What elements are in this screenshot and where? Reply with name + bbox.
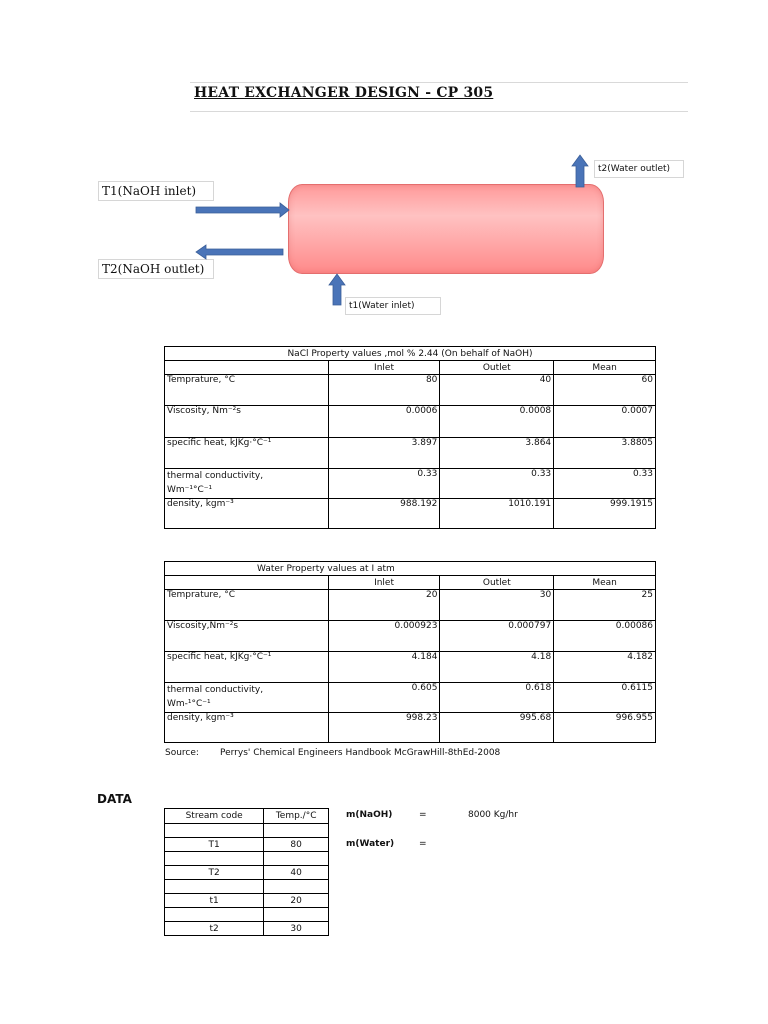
label-water-inlet: t1(Water inlet) bbox=[345, 297, 441, 315]
data-heading: DATA bbox=[97, 792, 132, 806]
inlet-cell: 988.192 bbox=[328, 499, 440, 529]
stream-code-cell: t1 bbox=[165, 894, 264, 908]
source-label: Source: bbox=[165, 748, 199, 758]
mean-cell: 60 bbox=[554, 375, 656, 406]
mean-cell: 996.955 bbox=[554, 713, 656, 743]
table-caption: Water Property values at I atm bbox=[165, 562, 656, 576]
m-naoh-label: m(NaOH) bbox=[346, 810, 393, 820]
spacer-cell bbox=[165, 880, 264, 894]
property-cell bbox=[165, 469, 329, 499]
water-inlet-arrow bbox=[329, 274, 345, 305]
property-cell: Temprature, °C bbox=[165, 375, 329, 406]
table-row bbox=[165, 713, 656, 743]
stream-data-table bbox=[164, 808, 329, 936]
property-line: Wm⁻¹°C⁻¹ bbox=[167, 485, 213, 495]
inlet-cell: 0.33 bbox=[328, 469, 440, 499]
temp-cell: 40 bbox=[264, 866, 329, 880]
water-property-table bbox=[164, 561, 656, 743]
property-cell: Viscosity,Nm⁻²s bbox=[165, 621, 329, 652]
column-header: Inlet bbox=[328, 576, 440, 590]
spacer-cell bbox=[264, 880, 329, 894]
table-row bbox=[165, 499, 656, 529]
property-line: Wm-¹°C⁻¹ bbox=[167, 699, 211, 709]
table-row bbox=[165, 894, 329, 908]
spacer-cell bbox=[264, 852, 329, 866]
inlet-cell: 20 bbox=[328, 590, 440, 621]
stream-code-cell: T1 bbox=[165, 838, 264, 852]
outlet-cell: 0.618 bbox=[440, 683, 554, 713]
column-header: Outlet bbox=[440, 576, 554, 590]
mean-cell: 0.0007 bbox=[554, 406, 656, 438]
outlet-cell: 3.864 bbox=[440, 438, 554, 469]
nacl-property-table bbox=[164, 346, 656, 529]
property-cell: Viscosity, Nm⁻²s bbox=[165, 406, 329, 438]
mean-cell: 4.182 bbox=[554, 652, 656, 683]
property-cell bbox=[165, 683, 329, 713]
label-water-outlet: t2(Water outlet) bbox=[594, 160, 684, 178]
mean-cell: 0.6115 bbox=[554, 683, 656, 713]
outlet-cell: 0.0008 bbox=[440, 406, 554, 438]
stream-code-cell: t2 bbox=[165, 922, 264, 936]
column-header: Outlet bbox=[440, 361, 554, 375]
table-row bbox=[165, 621, 656, 652]
table-row bbox=[165, 838, 329, 852]
table-row bbox=[165, 683, 656, 713]
mean-cell: 25 bbox=[554, 590, 656, 621]
spacer-cell bbox=[264, 908, 329, 922]
outlet-cell: 0.33 bbox=[440, 469, 554, 499]
outlet-cell: 0.000797 bbox=[440, 621, 554, 652]
spacer-cell bbox=[165, 824, 264, 838]
property-cell: Temprature, °C bbox=[165, 590, 329, 621]
column-header: Mean bbox=[554, 361, 656, 375]
property-cell: specific heat, kJKg·°C⁻¹ bbox=[165, 438, 329, 469]
temp-cell: 20 bbox=[264, 894, 329, 908]
temp-cell: 30 bbox=[264, 922, 329, 936]
mean-cell: 3.8805 bbox=[554, 438, 656, 469]
inlet-cell: 80 bbox=[328, 375, 440, 406]
table-row bbox=[165, 866, 329, 880]
flow-arrows bbox=[0, 0, 768, 330]
spacer-cell bbox=[264, 824, 329, 838]
page-title: HEAT EXCHANGER DESIGN - CP 305 bbox=[194, 85, 494, 101]
table-row bbox=[165, 406, 656, 438]
mean-cell: 0.33 bbox=[554, 469, 656, 499]
temp-cell: 80 bbox=[264, 838, 329, 852]
stream-code-cell: T2 bbox=[165, 866, 264, 880]
inlet-cell: 0.000923 bbox=[328, 621, 440, 652]
inlet-cell: 3.897 bbox=[328, 438, 440, 469]
property-cell: density, kgm⁻³ bbox=[165, 713, 329, 743]
mean-cell: 0.00086 bbox=[554, 621, 656, 652]
property-cell: specific heat, kJKg·°C⁻¹ bbox=[165, 652, 329, 683]
inlet-cell: 0.0006 bbox=[328, 406, 440, 438]
spacer-cell bbox=[165, 852, 264, 866]
property-line: thermal conductivity, bbox=[167, 685, 264, 695]
table-row bbox=[165, 590, 656, 621]
property-cell: density, kgm⁻³ bbox=[165, 499, 329, 529]
outlet-cell: 40 bbox=[440, 375, 554, 406]
column-header: Inlet bbox=[328, 361, 440, 375]
column-header: Mean bbox=[554, 576, 656, 590]
outlet-cell: 30 bbox=[440, 590, 554, 621]
inlet-cell: 4.184 bbox=[328, 652, 440, 683]
label-naoh-outlet: T2(NaOH outlet) bbox=[98, 259, 214, 279]
naoh-inlet-arrow bbox=[196, 203, 289, 217]
outlet-cell: 1010.191 bbox=[440, 499, 554, 529]
table-row bbox=[165, 652, 656, 683]
outlet-cell: 995.68 bbox=[440, 713, 554, 743]
m-water-equals: = bbox=[419, 839, 427, 849]
table-row bbox=[165, 922, 329, 936]
source-text: Perrys' Chemical Engineers Handbook McGrawHill-8thEd-2008 bbox=[220, 748, 501, 758]
inlet-cell: 998.23 bbox=[328, 713, 440, 743]
table-row bbox=[165, 375, 656, 406]
inlet-cell: 0.605 bbox=[328, 683, 440, 713]
table-row bbox=[165, 438, 656, 469]
m-naoh-equals: = bbox=[419, 810, 427, 820]
outlet-cell: 4.18 bbox=[440, 652, 554, 683]
table-caption: NaCl Property values ,mol % 2.44 (On behalf of NaOH) bbox=[165, 347, 656, 361]
column-header bbox=[165, 361, 329, 375]
label-naoh-inlet: T1(NaOH inlet) bbox=[98, 181, 214, 201]
column-header: Stream code bbox=[165, 809, 264, 824]
property-line: thermal conductivity, bbox=[167, 471, 264, 481]
spacer-cell bbox=[165, 908, 264, 922]
mean-cell: 999.1915 bbox=[554, 499, 656, 529]
table-row bbox=[165, 469, 656, 499]
column-header: Temp./°C bbox=[264, 809, 329, 824]
water-outlet-arrow bbox=[572, 155, 588, 187]
naoh-outlet-arrow bbox=[196, 245, 283, 259]
m-water-label: m(Water) bbox=[346, 839, 395, 849]
column-header bbox=[165, 576, 329, 590]
m-naoh-value: 8000 Kg/hr bbox=[468, 810, 518, 820]
